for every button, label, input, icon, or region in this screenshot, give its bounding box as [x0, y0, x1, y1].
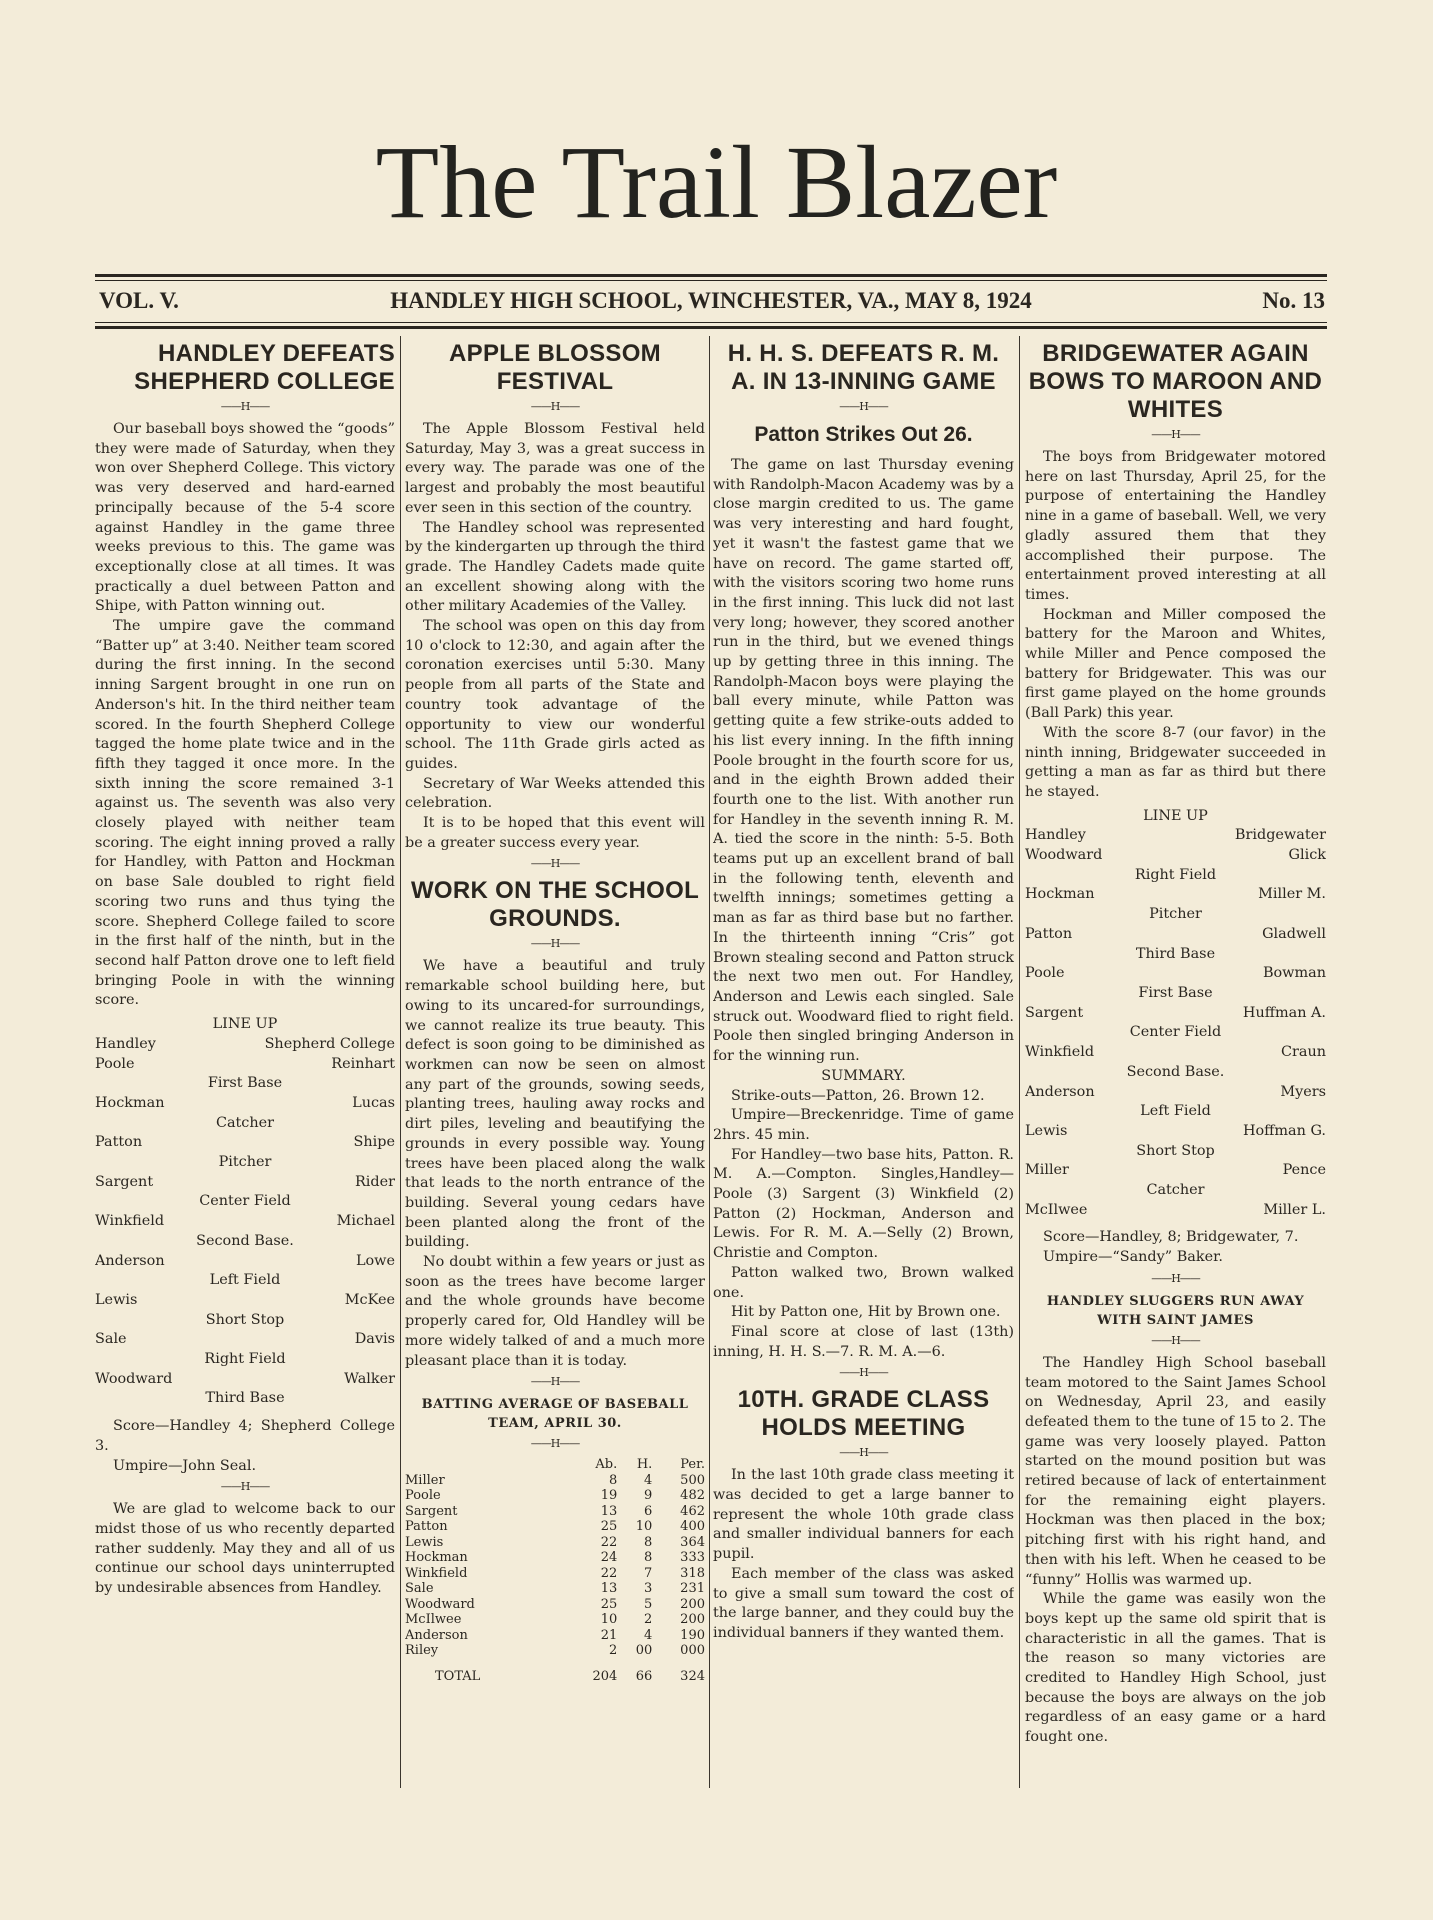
article-paragraph: The Apple Blossom Festival held Saturday, May 3, was a great success in every way. The parade was one of the largest and probably the most beautiful ever seen in this section of the country. [405, 421, 705, 516]
separator: ——H—— [839, 1366, 888, 1380]
batting-row [405, 1581, 705, 1597]
header-ab: Ab. [595, 1457, 618, 1473]
batting-cell-player: McIlwee [405, 1612, 462, 1628]
team-right: Bridgewater [1234, 827, 1326, 844]
batting-cell-ab: 13 [600, 1503, 618, 1519]
lineup-row [95, 1212, 395, 1232]
lineup-team-row [1025, 826, 1326, 846]
batting-total-label: TOTAL [435, 1668, 481, 1684]
score-line: Score—Handley 4; Shepherd College 3. [95, 1418, 395, 1454]
lineup-position: Center Field [1129, 1024, 1222, 1041]
batting-cell-ab: 2 [608, 1643, 618, 1659]
lineup-position: Third Base [205, 1390, 285, 1407]
batting-row [405, 1504, 705, 1520]
article-headline: HANDLEY DEFEATS SHEPHERD COLLEGE [134, 340, 395, 395]
lineup-team-row [95, 1035, 395, 1055]
summary-line: Umpire—Breckenridge. Time of game 2hrs. 45 min. [713, 1107, 1014, 1143]
header-per: Per. [680, 1457, 705, 1473]
player-right: Bowman [1262, 965, 1326, 982]
separator: ——H—— [1151, 1271, 1200, 1285]
batting-cell-per: 000 [680, 1643, 705, 1659]
separator: ——H—— [220, 400, 270, 413]
batting-cell-player: Riley [405, 1643, 439, 1659]
batting-cell-h: 3 [644, 1581, 653, 1597]
batting-cell-h: 8 [644, 1550, 653, 1566]
lineup-position: Second Base. [1126, 1063, 1225, 1080]
header-h: H. [636, 1457, 653, 1473]
summary-line: Hit by Patton one, Hit by Brown one. [731, 1304, 1001, 1321]
lineup-row [95, 1173, 395, 1193]
player-left: Woodward [95, 1370, 173, 1387]
lineup-position: Pitcher [1149, 906, 1202, 923]
batting-cell-player: Sale [405, 1581, 434, 1597]
player-left: Miller [1025, 1162, 1069, 1179]
masthead-title: The Trail Blazer [375, 125, 1058, 240]
article-paragraph: The Handley High School baseball team motored to the Saint James School on Wednesday, April 23, and easily defeated them to the tune of 15 to 2. The game was very loosely played. Patton started on the mound position but was retired because of lack of entertainment for the remaining eight players. Hockman was then placed in the box; pitching first with his right hand, and then with his left. When he ceased to be “funny” Hollis was warmed up. [1025, 1354, 1326, 1588]
batting-cell-per: 400 [680, 1519, 705, 1535]
bottom-rule-thin [95, 322, 1327, 323]
lineup-row [1025, 925, 1326, 945]
lineup-position: Center Field [199, 1193, 291, 1210]
batting-cell-player: Lewis [405, 1534, 444, 1550]
umpire-line: Umpire—John Seal. [113, 1457, 257, 1474]
batting-row [405, 1488, 705, 1504]
batting-row [405, 1535, 705, 1551]
batting-cell-player: Woodward [405, 1596, 475, 1612]
article-headline: WORK ON THE SCHOOL GROUNDS. [410, 877, 700, 933]
player-left: Hockman [1025, 886, 1095, 903]
article-headline: H. H. S. DEFEATS R. M. A. IN 13-INNING GAME [727, 340, 1000, 395]
batting-row [405, 1612, 705, 1628]
lineup-row [1025, 1004, 1326, 1024]
top-rule-thin [95, 280, 1327, 281]
batting-cell-per: 364 [680, 1534, 705, 1550]
lineup-row [95, 1055, 395, 1075]
batting-row [405, 1643, 705, 1659]
batting-cell-per: 200 [680, 1612, 705, 1628]
separator: ——H—— [530, 1437, 580, 1451]
dateline [95, 288, 1327, 322]
batting-cell-ab: 13 [600, 1581, 618, 1597]
batting-cell-per: 333 [680, 1550, 705, 1566]
player-left: Woodward [1025, 847, 1103, 864]
player-left: Patton [95, 1134, 143, 1151]
article-headline: 10TH. GRADE CLASS HOLDS MEETING [737, 1386, 990, 1442]
lineup-position: Second Base. [196, 1232, 294, 1249]
player-right: Hoffman G. [1242, 1122, 1326, 1139]
batting-cell-player: Sargent [405, 1503, 458, 1519]
lineup-position: Pitcher [218, 1154, 272, 1171]
lineup-row [1025, 964, 1326, 984]
batting-cell-ab: 22 [600, 1565, 618, 1581]
lineup-row [95, 1133, 395, 1153]
player-right: Lowe [355, 1252, 395, 1269]
batting-row [405, 1550, 705, 1566]
summary-line: Patton walked two, Brown walked one. [713, 1264, 1014, 1301]
batting-title: BATTING AVERAGE OF BASEBALL TEAM, APRIL 30. [421, 1397, 689, 1432]
player-left: Poole [95, 1055, 135, 1072]
lineup-table [95, 1015, 395, 1409]
lineup-position: First Base [1138, 984, 1213, 1001]
player-right: Walker [344, 1370, 395, 1387]
batting-header-row [405, 1457, 705, 1473]
batting-cell-per: 231 [680, 1581, 705, 1597]
separator: ——H—— [220, 1480, 270, 1494]
lineup-title: LINE UP [212, 1016, 278, 1033]
player-right: Michael [336, 1213, 395, 1230]
player-right: Davis [354, 1331, 395, 1348]
welcome-paragraph: We are glad to welcome back to our midst those of us who recently departed rather suddenly. May they and all of us continue our school days uninterrupted by undesirable absences from Handley. [95, 1501, 395, 1597]
summary-title: SUMMARY. [821, 1067, 906, 1084]
dateline-center: HANDLEY HIGH SCHOOL, WINCHESTER, VA., MAY 8, 1924 [390, 288, 1032, 313]
lineup-position: Left Field [1140, 1103, 1211, 1120]
player-left: Anderson [1025, 1083, 1095, 1100]
article-paragraph: We have a beautiful and truly remarkable school building here, but owing to its uncared-for surroundings, we cannot realize its true beauty. This defect is soon going to be diminished as workmen can now be seen on almost any part of the grounds, sowing seeds, planting trees, hauling away rocks and dirt piles, leveling and beautifying the grounds in every possible way. Young trees have been placed along the walk that leads to the north entrance of the building. Several young cedars have been planted along the front of the building. [405, 958, 705, 1251]
player-right: Gladwell [1262, 925, 1326, 942]
player-left: Patton [1025, 925, 1073, 942]
article-paragraph: Each member of the class was asked to give a small sum toward the cost of the large banner, and they could buy the individual banners if they wanted them. [713, 1565, 1014, 1641]
player-left: Winkfield [1025, 1044, 1095, 1061]
team-left: Handley [1025, 827, 1086, 844]
article-paragraph: Our baseball boys showed the “goods” they were made of Saturday, when they won over Shepherd College. This victory was very deserved and hard-earned principally because of the 5-4 score against Handley in the game three weeks previous to this. The game was exceptionally close at all times. It was practically a duel between Patton and Shipe, with Patton winning out. [95, 421, 395, 615]
batting-cell-h: 4 [644, 1472, 653, 1488]
lineup-row [1025, 1122, 1326, 1142]
player-right: Miller L. [1263, 1201, 1326, 1218]
player-left: Anderson [95, 1252, 165, 1269]
batting-cell-per: 190 [680, 1627, 705, 1643]
batting-cell-h: 6 [644, 1503, 653, 1519]
player-right: Reinhart [331, 1055, 395, 1072]
batting-cell-player: Poole [405, 1488, 441, 1504]
separator: ——H—— [530, 937, 580, 951]
batting-cell-per: 462 [680, 1503, 705, 1519]
separator: ——H—— [1151, 428, 1200, 441]
batting-total-ab: 204 [592, 1668, 618, 1684]
separator: ——H—— [1151, 1333, 1200, 1347]
article-paragraph: In the last 10th grade class meeting it was decided to get a large banner to represent the whole 10th grade class and smaller individual banners for each pupil. [713, 1467, 1014, 1563]
lineup-row [95, 1094, 395, 1114]
column-3 [713, 340, 1014, 1788]
batting-cell-ab: 25 [600, 1519, 618, 1535]
separator: ——H—— [530, 1375, 580, 1389]
batting-cell-h: 2 [644, 1612, 653, 1628]
player-left: Hockman [95, 1094, 165, 1111]
article-headline: HANDLEY SLUGGERS RUN AWAY WITH SAINT JAMES [1046, 1293, 1305, 1328]
player-right: Glick [1288, 847, 1326, 864]
lineup-position: Third Base [1135, 945, 1216, 962]
article-paragraph: The Handley school was represented by the kindergarten up through the third grade. The Handley Cadets made quite an excellent showing along with the other military Academies of the Valley. [405, 519, 705, 615]
batting-row [405, 1473, 705, 1489]
batting-cell-per: 500 [680, 1472, 705, 1488]
umpire-line: Umpire—“Sandy” Baker. [1043, 1249, 1223, 1266]
batting-cell-player: Hockman [405, 1550, 468, 1566]
player-left: Sargent [95, 1173, 154, 1190]
player-left: Lewis [1025, 1122, 1068, 1139]
batting-cell-ab: 8 [608, 1472, 618, 1488]
article-paragraph: While the game was easily won the boys kept up the same old spirit that is characteristic in all the games. That is the reason so many victories are credited to Handley High School, just because the boys are always on the job regardless of an easy game or a hard fought one. [1025, 1591, 1326, 1746]
batting-total-row [405, 1659, 705, 1685]
batting-cell-ab: 10 [600, 1612, 618, 1628]
batting-cell-player: Winkfield [405, 1565, 468, 1581]
lineup-row [1025, 1201, 1326, 1221]
article-paragraph: Hockman and Miller composed the battery for the Maroon and Whites, while Miller and Pence composed the battery for Bridgewater. This was our first game played on the home grounds (Ball Park) this year. [1025, 606, 1326, 722]
article-paragraph: With the score 8-7 (our favor) in the ninth inning, Bridgewater succeeded in getting a man as far as third but there he stayed. [1025, 724, 1326, 800]
article-headline: BRIDGEWATER AGAIN BOWS TO MAROON AND WHITES [1028, 340, 1323, 423]
lineup-row [1025, 1083, 1326, 1103]
article-paragraph: The school was open on this day from 10 o'clock to 12:30, and again after the coronation exercises until 5:30. Many people from all parts of the State and country took advantage of the opportunity to view our wonderful school. The 11th Grade girls acted as guides. [405, 618, 705, 772]
batting-row [405, 1597, 705, 1613]
batting-table [405, 1457, 705, 1684]
player-right: Shipe [353, 1134, 395, 1151]
column-4 [1025, 340, 1326, 1788]
article-headline: APPLE BLOSSOM FESTIVAL [449, 340, 661, 395]
batting-cell-h: 5 [644, 1596, 653, 1612]
volume-label: VOL. V. [99, 288, 179, 313]
separator: ——H—— [839, 1446, 888, 1460]
batting-cell-player: Miller [405, 1472, 445, 1488]
lineup-position: Catcher [215, 1114, 275, 1131]
lineup-row [1025, 1043, 1326, 1063]
score-line: Score—Handley, 8; Bridgewater, 7. [1043, 1229, 1299, 1246]
article-paragraph: The boys from Bridgewater motored here on last Thursday, April 25, for the purpose of entertaining the Handley nine in a game of baseball. Well, we very gladly assured them that they accomplished their purpose. The entertainment proved interesting at all times. [1025, 449, 1326, 603]
batting-cell-h: 9 [644, 1488, 653, 1504]
lineup-row [95, 1370, 395, 1390]
separator: ——H—— [530, 400, 580, 413]
lineup-position: First Base [207, 1075, 283, 1092]
lineup-row [1025, 1161, 1326, 1181]
batting-row [405, 1519, 705, 1535]
player-left: Winkfield [95, 1213, 165, 1230]
batting-cell-h: 8 [644, 1534, 653, 1550]
summary-line: Strike-outs—Patton, 26. Brown 12. [731, 1087, 985, 1104]
team-right: Shepherd College [264, 1035, 395, 1052]
batting-cell-h: 7 [644, 1565, 653, 1581]
batting-cell-player: Anderson [405, 1627, 468, 1643]
lineup-row [1025, 846, 1326, 866]
lineup-row [95, 1252, 395, 1272]
lineup-row [95, 1330, 395, 1350]
player-right: McKee [344, 1291, 395, 1308]
separator: ——H—— [530, 857, 580, 871]
batting-cell-player: Patton [405, 1519, 448, 1535]
column-divider-1 [400, 336, 401, 1788]
summary-line: Final score at close of last (13th) inning, H. H. S.—7. R. M. A.—6. [713, 1323, 1014, 1360]
lineup-row [1025, 885, 1326, 905]
player-left: Sargent [1025, 1004, 1084, 1021]
article-paragraph: Secretary of War Weeks attended this celebration. [405, 775, 705, 812]
player-right: Miller M. [1258, 886, 1326, 903]
article-subhead: Patton Strikes Out 26. [754, 423, 973, 446]
batting-cell-ab: 24 [600, 1550, 618, 1566]
batting-row [405, 1566, 705, 1582]
lineup-position: Left Field [209, 1272, 281, 1289]
column-divider-3 [1019, 336, 1020, 1788]
lineup-row [95, 1291, 395, 1311]
lineup-position: Short Stop [205, 1311, 285, 1328]
article-paragraph: No doubt within a few years or just as soon as the trees have become larger and the whole grounds have become properly cared for, Old Handley will be more widely talked of and a much more pleasant place than it is today. [405, 1254, 705, 1369]
bottom-rule [95, 326, 1327, 329]
column-2 [405, 340, 705, 1788]
player-left: Lewis [95, 1291, 138, 1308]
batting-cell-per: 482 [680, 1488, 705, 1504]
player-right: Myers [1280, 1083, 1326, 1100]
player-right: Craun [1280, 1044, 1326, 1061]
player-left: Poole [1025, 965, 1065, 982]
column-1 [95, 340, 395, 1788]
column-divider-2 [709, 336, 710, 1788]
player-right: Rider [354, 1173, 395, 1190]
batting-cell-h: 10 [635, 1519, 653, 1535]
batting-total-h: 66 [635, 1668, 653, 1684]
top-rule [95, 274, 1327, 277]
batting-cell-ab: 21 [600, 1627, 618, 1643]
lineup-position: Catcher [1146, 1182, 1205, 1199]
batting-cell-h: 4 [644, 1627, 653, 1643]
batting-cell-ab: 19 [600, 1488, 618, 1504]
team-left: Handley [95, 1035, 156, 1052]
lineup-position: Right Field [204, 1351, 286, 1368]
batting-cell-h: 00 [635, 1643, 653, 1659]
batting-total-per: 324 [680, 1668, 705, 1684]
player-right: Lucas [352, 1094, 395, 1111]
player-left: Sale [95, 1331, 127, 1348]
batting-cell-per: 318 [680, 1565, 705, 1581]
lineup-title: LINE UP [1143, 807, 1208, 824]
article-paragraph: The umpire gave the command “Batter up” at 3:40. Neither team scored during the first inning. In the second inning Sargent brought in one run on Anderson's hit. In the third neither team scored. In the fourth Shepherd College tagged the home plate twice and in the fifth they tagged it once more. In the sixth inning the score remained 3-1 against us. The seventh was also very closely played with neither team scoring. The eight inning proved a rally for Handley, with Patton and Hockman on base Sale doubled to right field scoring two runs and thus tying the score. Shepherd College failed to score in the first half of the ninth, but in the second half Patton drove one to left field bringing Poole in with the winning score. [95, 618, 395, 1009]
batting-cell-per: 200 [680, 1596, 705, 1612]
issue-number: No. 13 [1262, 288, 1325, 313]
lineup-table [1025, 807, 1326, 1221]
separator: ——H—— [839, 400, 888, 413]
lineup-position: Short Stop [1136, 1142, 1215, 1159]
player-right: Huffman A. [1242, 1004, 1326, 1021]
batting-row [405, 1628, 705, 1644]
batting-cell-ab: 25 [600, 1596, 618, 1612]
article-paragraph: It is to be hoped that this event will be a greater success every year. [405, 815, 705, 851]
player-left: McIlwee [1025, 1201, 1088, 1218]
article-paragraph: The game on last Thursday evening with Randolph-Macon Academy was by a close margin credited to us. The game was very interesting and hard fought, yet it wasn't the fastest game that we have on record. The game started off, with the visitors scoring two home runs in the first inning. This luck did not last very long; however, they scored another run in the third, but we evened things up by getting three in this inning. The Randolph-Macon boys were playing the ball every minute, while Patton was getting quite a few strike-outs added to his list every inning. In the fifth inning Poole brought in the fourth score for us, and in the eighth Brown added their fourth one to the list. With another run for Handley in the seventh inning R. M. A. tied the score in the ninth: 5-5. Both teams put up an excellent brand of ball in the following tenth, eleventh and twelfth innings; sometimes getting a man as far as third base but no farther. In the thirteenth inning “Cris” got Brown stealing second and Patton struck the next two men out. For Handley, Anderson and Lewis each singled. Sale struck out. Woodward flied to right field. Poole then singled bringing Anderson in for the winning run. [713, 457, 1014, 1065]
player-right: Pence [1282, 1162, 1326, 1179]
summary-line: For Handley—two base hits, Patton. R. M. A.—Compton. Singles,Handley—Poole (3) Sargent (3) Winkfield (2) Patton (2) Hockman, Anderson and Lewis. For R. M. A.—Selly (2) Brown, Christie and Compton. [713, 1146, 1014, 1262]
lineup-position: Right Field [1134, 866, 1217, 883]
batting-cell-ab: 22 [600, 1534, 618, 1550]
